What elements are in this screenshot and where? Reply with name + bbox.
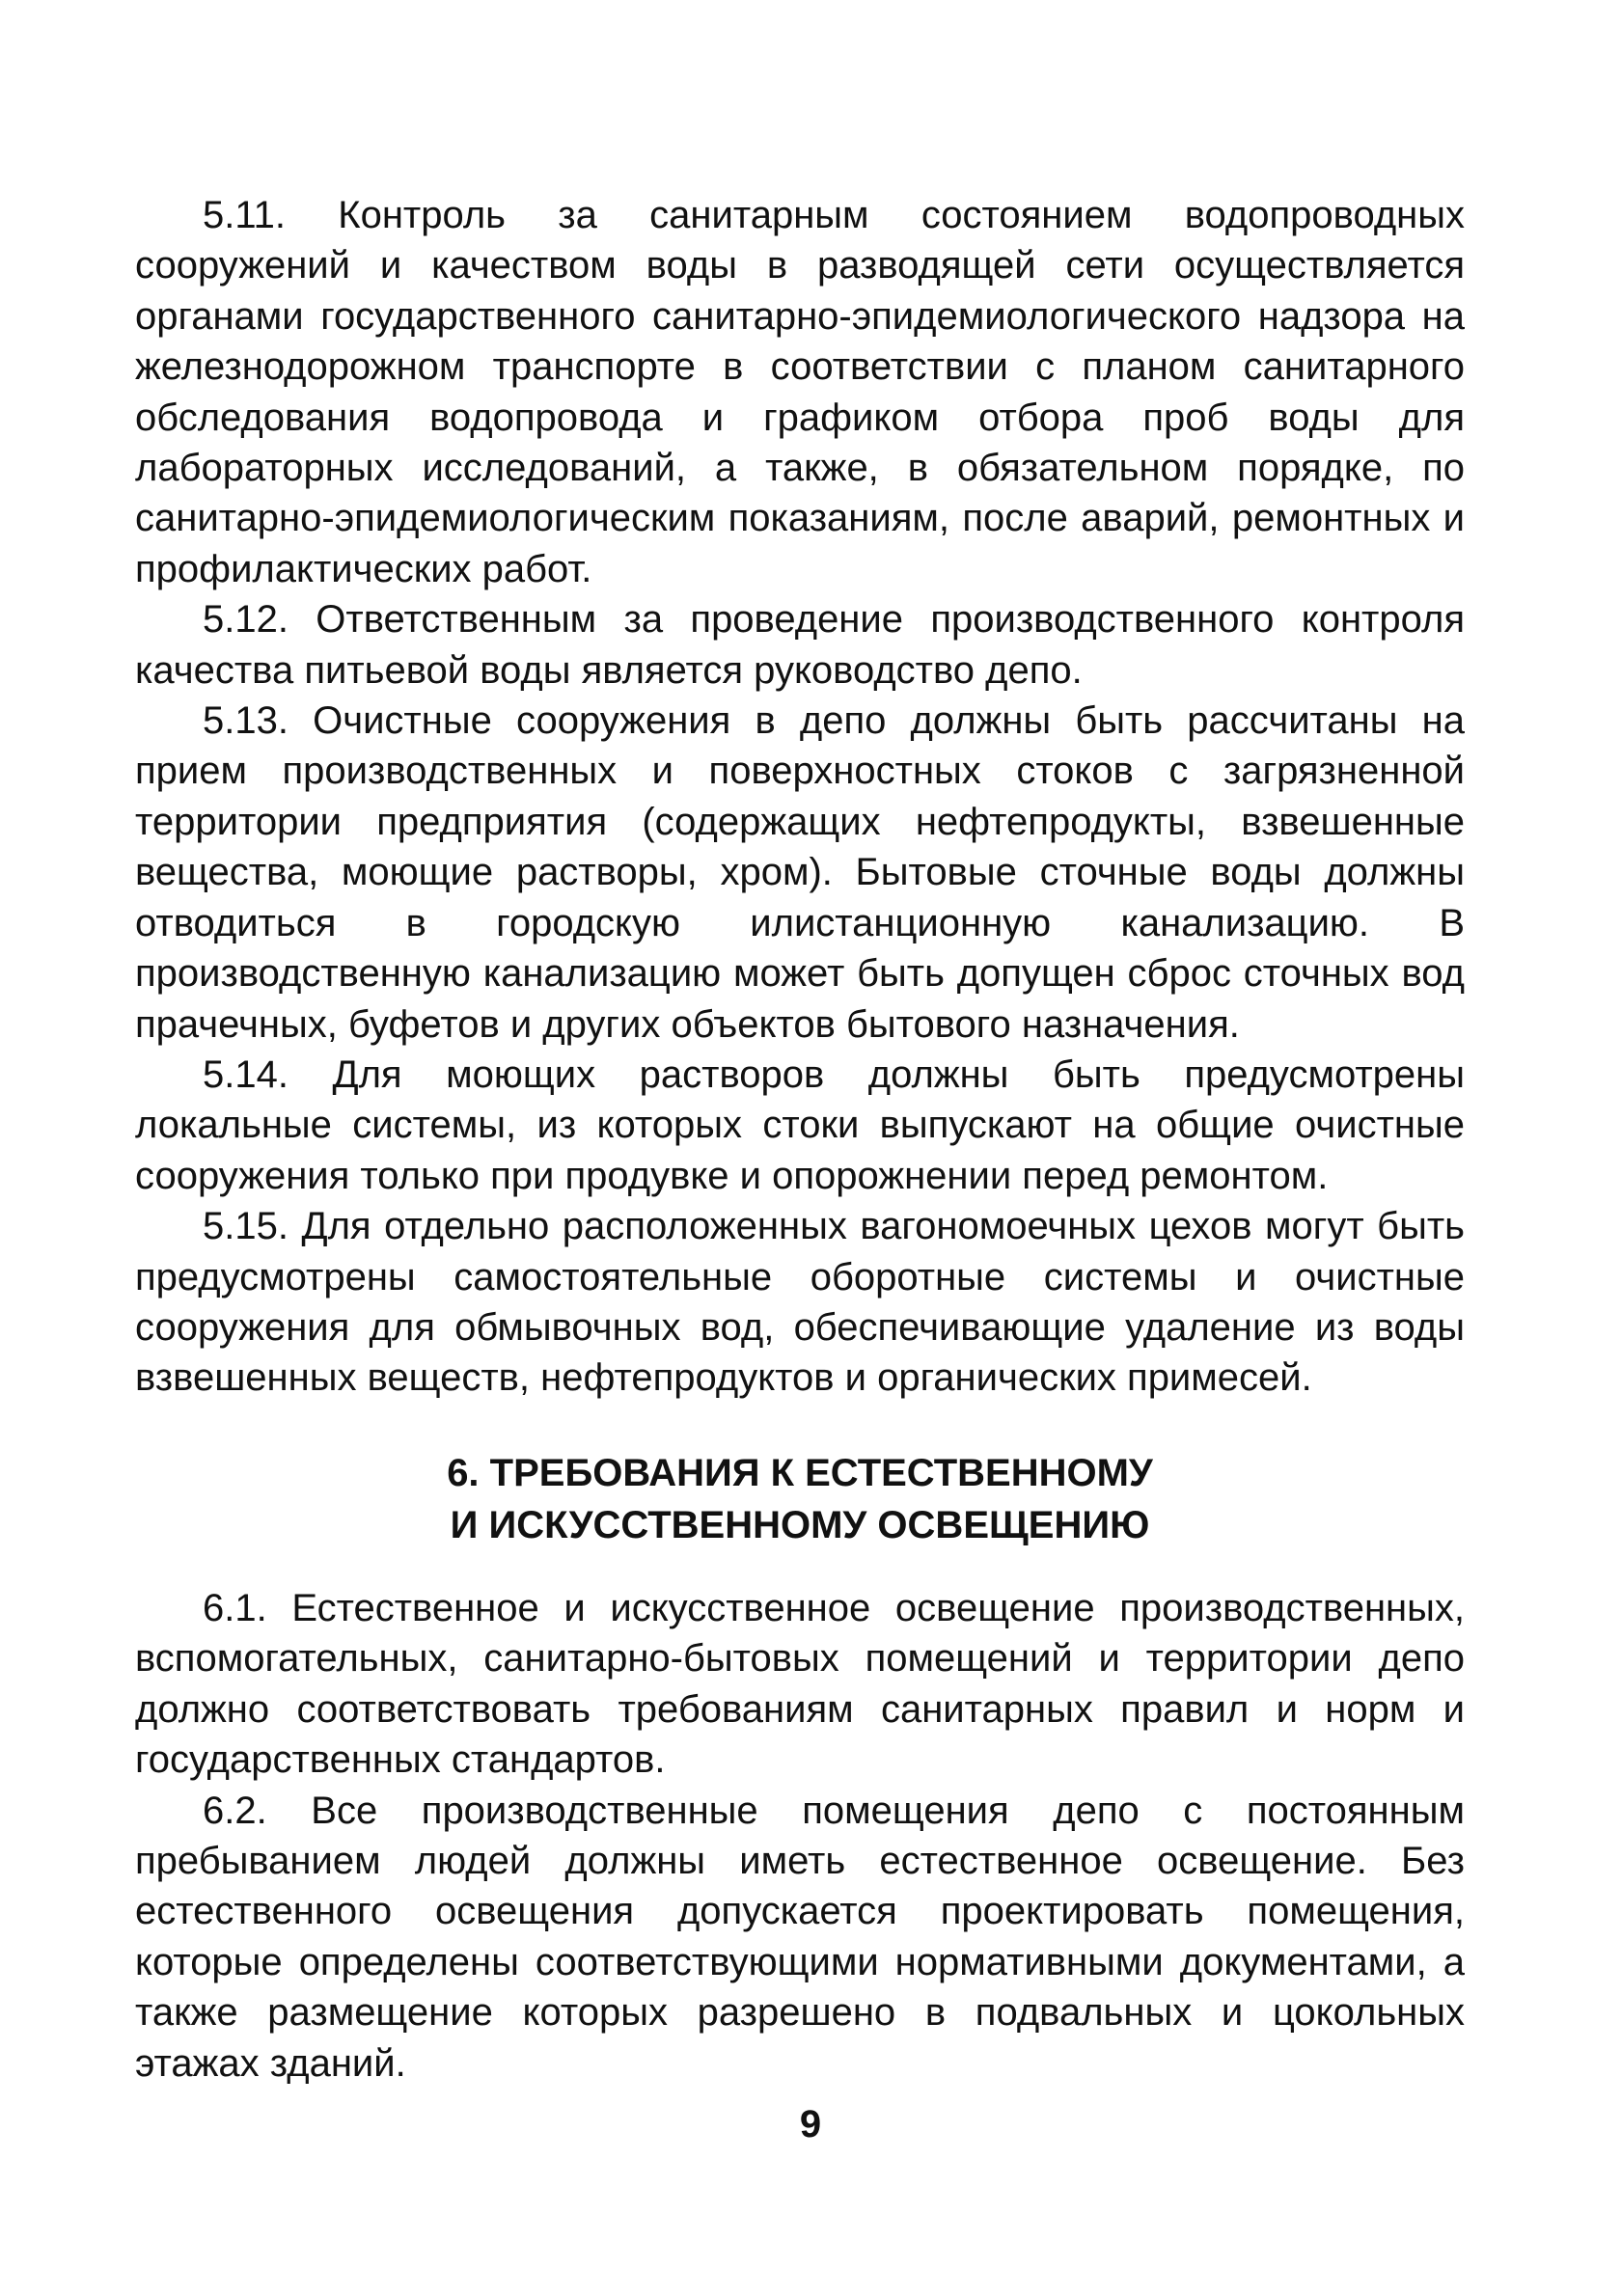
- paragraph-5-12: 5.12. Ответственным за проведение производственного контроля качества питьевой воды является руководство депо.: [135, 598, 1465, 692]
- paragraph-6-2: 6.2. Все производственные помещения депо с постоянным пребыванием людей должны иметь естественное освещение. Без естественного освещения допускается проектировать помещения, которые определены соответствующими нормативными документами, а также размещение которых разрешено в подвальных и цокольных этажах зданий.: [135, 1789, 1465, 2085]
- paragraph-6-1: 6.1. Естественное и искусственное освещение производственных, вспомогательных, санитарно-бытовых помещений и территории депо должно соответствовать требованиям санитарных правил и норм и государственных стандартов.: [135, 1587, 1465, 1782]
- section-6-text: [135, 1583, 1465, 2089]
- section-heading-line-1: 6. ТРЕБОВАНИЯ К ЕСТЕСТВЕННОМУ: [447, 1452, 1153, 1494]
- section-5-text: [135, 190, 1465, 1404]
- paragraph-5-14: 5.14. Для моющих растворов должны быть предусмотрены локальные системы, из которых стоки выпускают на общие очистные сооружения только при продувке и опорожнении перед ремонтом.: [135, 1052, 1465, 1197]
- paragraph-5-15: 5.15. Для отдельно расположенных вагономоечных цехов могут быть предусмотрены самостоятельные оборотные системы и очистные сооружения для обмывочных вод, обеспечивающие удаление из воды взвешенных веществ, нефтепродуктов и органических примесей.: [135, 1205, 1465, 1400]
- page-number: 9: [799, 2103, 822, 2146]
- section-heading-line-2: И ИСКУССТВЕННОМУ ОСВЕЩЕНИЮ: [450, 1504, 1150, 1546]
- section-6-heading: [135, 1447, 1465, 1551]
- paragraph-5-13: 5.13. Очистные сооружения в депо должны быть рассчитаны на прием производственных и поверхностных стоков с загрязненной территории предприятия (содержащих нефтепродукты, взвешенные вещества, моющие растворы, хром). Бытовые сточные воды должны отводиться в городскую илистанционную канализацию. В производственную канализацию может быть допущен сброс сточных вод прачечных, буфетов и других объектов бытового назначения.: [135, 699, 1465, 1046]
- paragraph-5-11: 5.11. Контроль за санитарным состоянием водопроводных сооружений и качеством воды в разводящей сети осуществляется органами государственного санитарно-эпидемиологического надзора на железнодорожном транспорте в соответствии с планом санитарного обследования водопровода и графиком отбора проб воды для лабораторных исследований, а также, в обязательном порядке, по санитарно-эпидемиологическим показаниям, после аварий, ремонтных и профилактических работ.: [135, 194, 1465, 590]
